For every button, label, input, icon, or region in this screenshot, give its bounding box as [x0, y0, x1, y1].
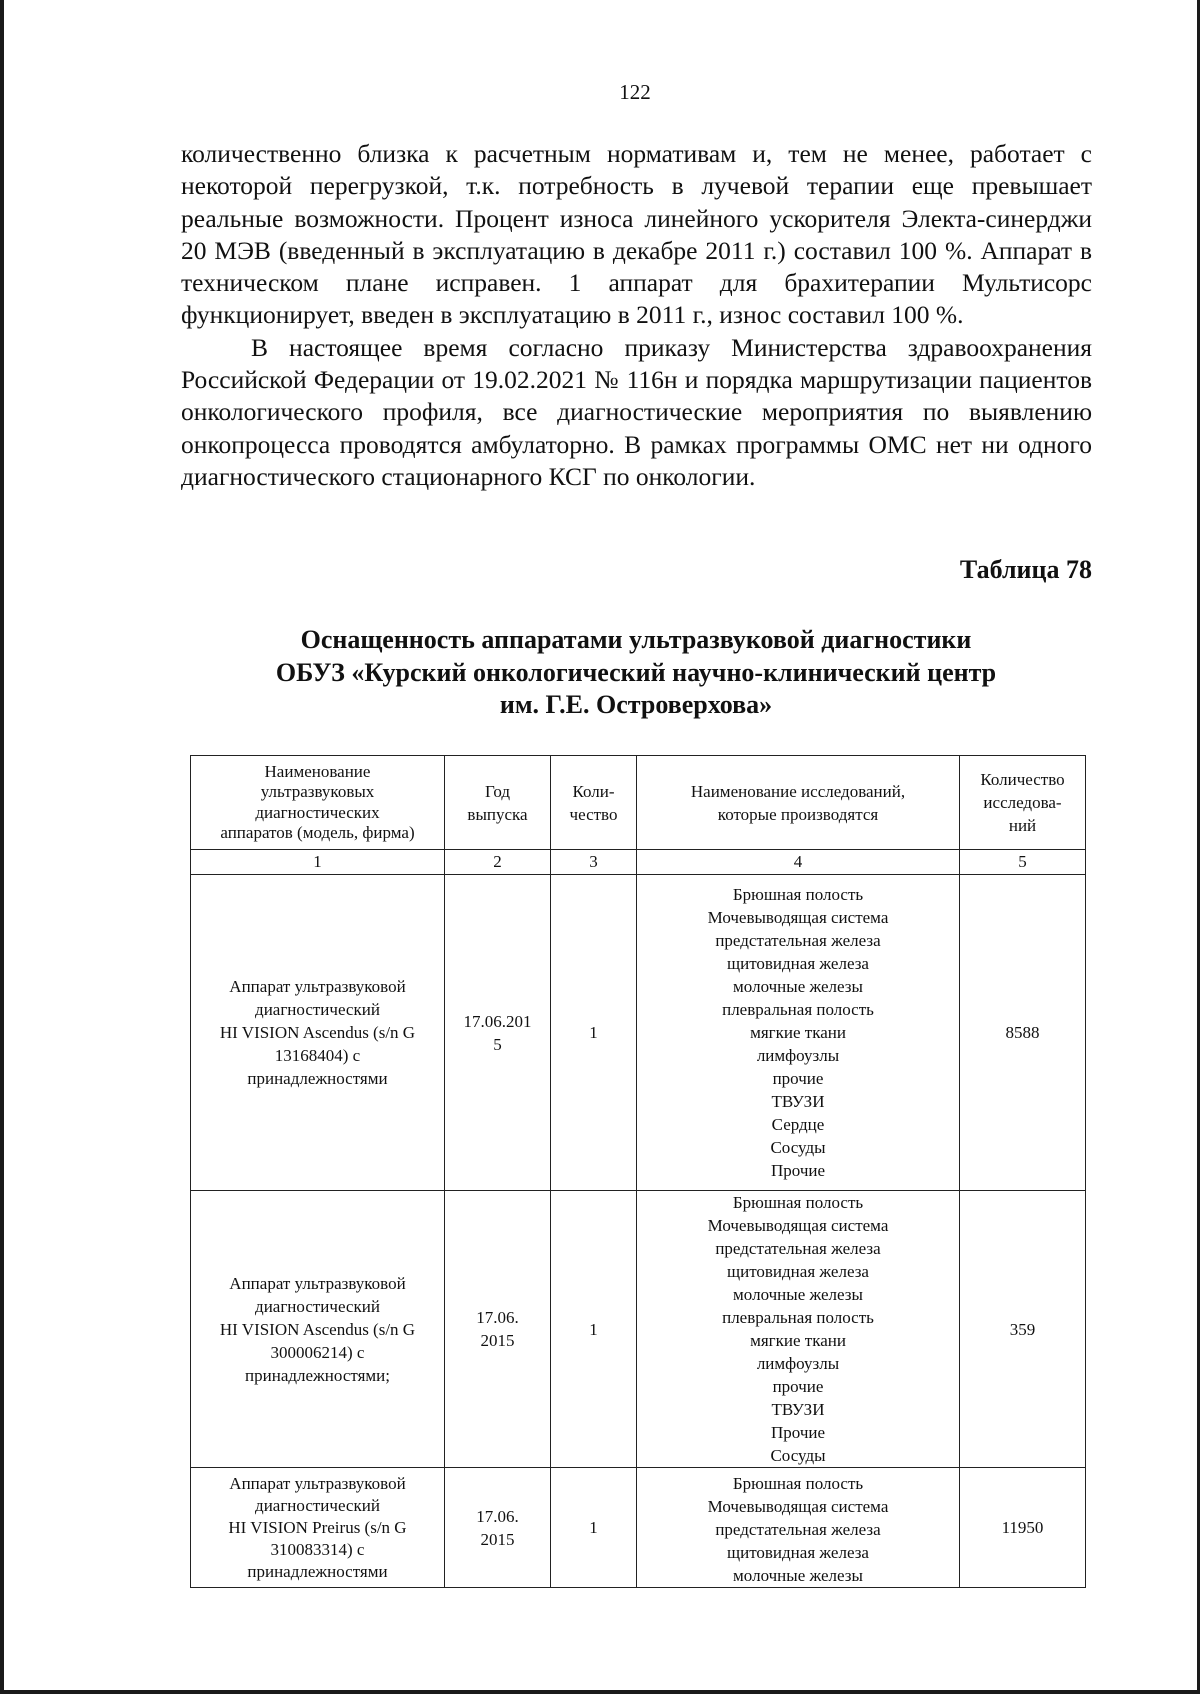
text-line: Аппарат ультразвуковой — [229, 1473, 406, 1493]
study-item: Брюшная полость — [732, 1193, 864, 1212]
study-item: прочие — [772, 1069, 824, 1088]
study-item: Мочевыводящая система — [707, 1216, 889, 1235]
header-year — [445, 756, 551, 850]
study-item: лимфоузлы — [756, 1046, 840, 1065]
study-item: предстательная железа — [715, 931, 881, 950]
header-line: Наименование исследований, — [690, 781, 906, 801]
text-line: принадлежностями; — [245, 1365, 390, 1385]
column-number: 3 — [551, 850, 637, 875]
study-item: молочные железы — [733, 1566, 863, 1585]
table-title-line-1: Оснащенность аппаратами ультразвуковой диагностики — [300, 625, 972, 654]
column-number: 4 — [637, 850, 960, 875]
page-number: 122 — [619, 80, 651, 104]
column-number: 1 — [191, 850, 445, 875]
header-line: ний — [1008, 816, 1037, 835]
text-line: 310083314) с — [270, 1539, 365, 1559]
text-line: 5 — [493, 1034, 502, 1054]
study-item: Брюшная полость — [732, 885, 864, 904]
header-line: Количество — [980, 770, 1065, 789]
study-item: Мочевыводящая система — [707, 908, 889, 927]
study-item: Сердце — [771, 1115, 825, 1134]
year-cell — [445, 875, 551, 1191]
study-item: Сосуды — [770, 1446, 826, 1465]
header-line: аппаратов (модель, фирма) — [220, 823, 415, 842]
study-item: предстательная железа — [715, 1239, 881, 1258]
study-item: Мочевыводящая система — [707, 1497, 889, 1516]
scan-edge-bottom — [0, 1690, 1200, 1694]
header-line: диагностических — [255, 802, 380, 822]
study-item: Брюшная полость — [732, 1474, 864, 1493]
header-line: Год — [485, 781, 510, 801]
study-item: ТВУЗИ — [771, 1092, 825, 1111]
text-line: 13168404) с — [274, 1046, 361, 1065]
text-line: диагностический — [255, 1495, 380, 1515]
table-row — [191, 1191, 1086, 1468]
table-title-line-2: ОБУЗ «Курский онкологический научно-клинический центр — [275, 657, 997, 687]
column-number: 2 — [445, 850, 551, 875]
text-line: диагностический — [255, 1000, 380, 1019]
study-item: мягкие ткани — [750, 1023, 846, 1042]
device-name-cell — [191, 1468, 445, 1588]
text-line: 17.06.201 — [463, 1011, 532, 1031]
device-name-cell — [191, 1191, 445, 1468]
study-item: прочие — [772, 1377, 824, 1396]
study-item: Прочие — [770, 1423, 826, 1442]
quantity-cell: 1 — [551, 1468, 637, 1588]
study-item: щитовидная железа — [727, 1543, 869, 1562]
study-item: Прочие — [770, 1161, 826, 1180]
text-line: 300006214) с — [270, 1342, 365, 1362]
text-line: 2015 — [480, 1529, 515, 1549]
text-line: HI VISION Preirus (s/n G — [228, 1517, 407, 1537]
header-line: чество — [569, 804, 618, 824]
paragraph-1: количественно близка к расчетным нормативам и, тем не менее, работает с некоторой перегрузкой, т.к. потребность в лучевой терапии еще превышает реальные возможности. Процент износа линейного ускорителя Электа-синерджи 20 МЭВ (введенный в эксплуатацию в декабре 2011 г.) составил 100 %. Аппарат в техническом плане исправен. 1 аппарат для брахитерапии Мультисорс функционирует, введен в эксплуатацию в 2011 г., износ составил 100 %. — [181, 139, 1092, 330]
study-item: лимфоузлы — [756, 1354, 840, 1373]
header-line: ультразвуковых — [260, 782, 375, 801]
column-number-row — [191, 850, 1086, 875]
text-line: 17.06. — [476, 1308, 519, 1327]
year-cell — [445, 1468, 551, 1588]
header-quantity — [551, 756, 637, 850]
quantity-cell: 1 — [551, 1191, 637, 1468]
header-device-name — [191, 756, 445, 850]
device-name-cell — [191, 875, 445, 1191]
study-count-cell: 11950 — [960, 1468, 1086, 1588]
study-item: щитовидная железа — [727, 1262, 869, 1281]
text-line: принадлежностями — [247, 1069, 388, 1088]
study-count-cell: 359 — [960, 1191, 1086, 1468]
studies-cell — [637, 1468, 960, 1588]
study-item: предстательная железа — [715, 1520, 881, 1539]
study-item: молочные железы — [733, 1285, 863, 1304]
header-line: выпуска — [467, 804, 528, 824]
table-row — [191, 1468, 1086, 1588]
study-item: Сосуды — [770, 1138, 826, 1157]
header-line: которые производятся — [717, 804, 879, 824]
studies-cell — [637, 875, 960, 1191]
text-line: 17.06. — [476, 1506, 519, 1526]
text-line: диагностический — [255, 1296, 380, 1316]
header-study-count — [960, 756, 1086, 850]
table-title — [180, 624, 1092, 722]
study-item: плевральная полость — [722, 1000, 874, 1019]
header-studies — [637, 756, 960, 850]
quantity-cell: 1 — [551, 875, 637, 1191]
year-cell — [445, 1191, 551, 1468]
table-label: Таблица 78 — [959, 555, 1092, 584]
study-item: ТВУЗИ — [771, 1400, 825, 1419]
table-row — [191, 875, 1086, 1191]
study-item: щитовидная железа — [727, 954, 869, 973]
header-line: исследова- — [983, 793, 1062, 812]
text-line: HI VISION Ascendus (s/n G — [219, 1319, 416, 1339]
text-line: Аппарат ультразвуковой — [229, 1273, 406, 1293]
text-line: 2015 — [480, 1331, 515, 1350]
paragraph-2: В настоящее время согласно приказу Министерства здравоохранения Российской Федерации от 19.02.2021 № 116н и порядка маршрутизации пациентов онкологического профиля, все диагностические мероприятия по выявлению онкопроцесса проводятся амбулаторно. В рамках программы ОМС нет ни одного диагностического стационарного КСГ по онкологии. — [181, 332, 1092, 491]
column-number: 5 — [960, 850, 1086, 875]
header-line: Коли- — [572, 781, 615, 801]
text-line: HI VISION Ascendus (s/n G — [219, 1023, 416, 1042]
header-line: Наименование — [264, 761, 371, 781]
body-text — [181, 138, 1092, 493]
study-count-cell: 8588 — [960, 875, 1086, 1191]
table-title-line-3: им. Г.Е. Островерхова» — [499, 690, 773, 719]
text-line: Аппарат ультразвуковой — [229, 977, 406, 996]
studies-cell — [637, 1191, 960, 1468]
equipment-table — [190, 755, 1086, 1588]
text-line: принадлежностями — [247, 1561, 388, 1581]
study-item: мягкие ткани — [750, 1331, 846, 1350]
table-header-row — [191, 756, 1086, 850]
study-item: молочные железы — [733, 977, 863, 996]
study-item: плевральная полость — [722, 1308, 874, 1327]
scan-edge-left — [0, 0, 4, 1694]
